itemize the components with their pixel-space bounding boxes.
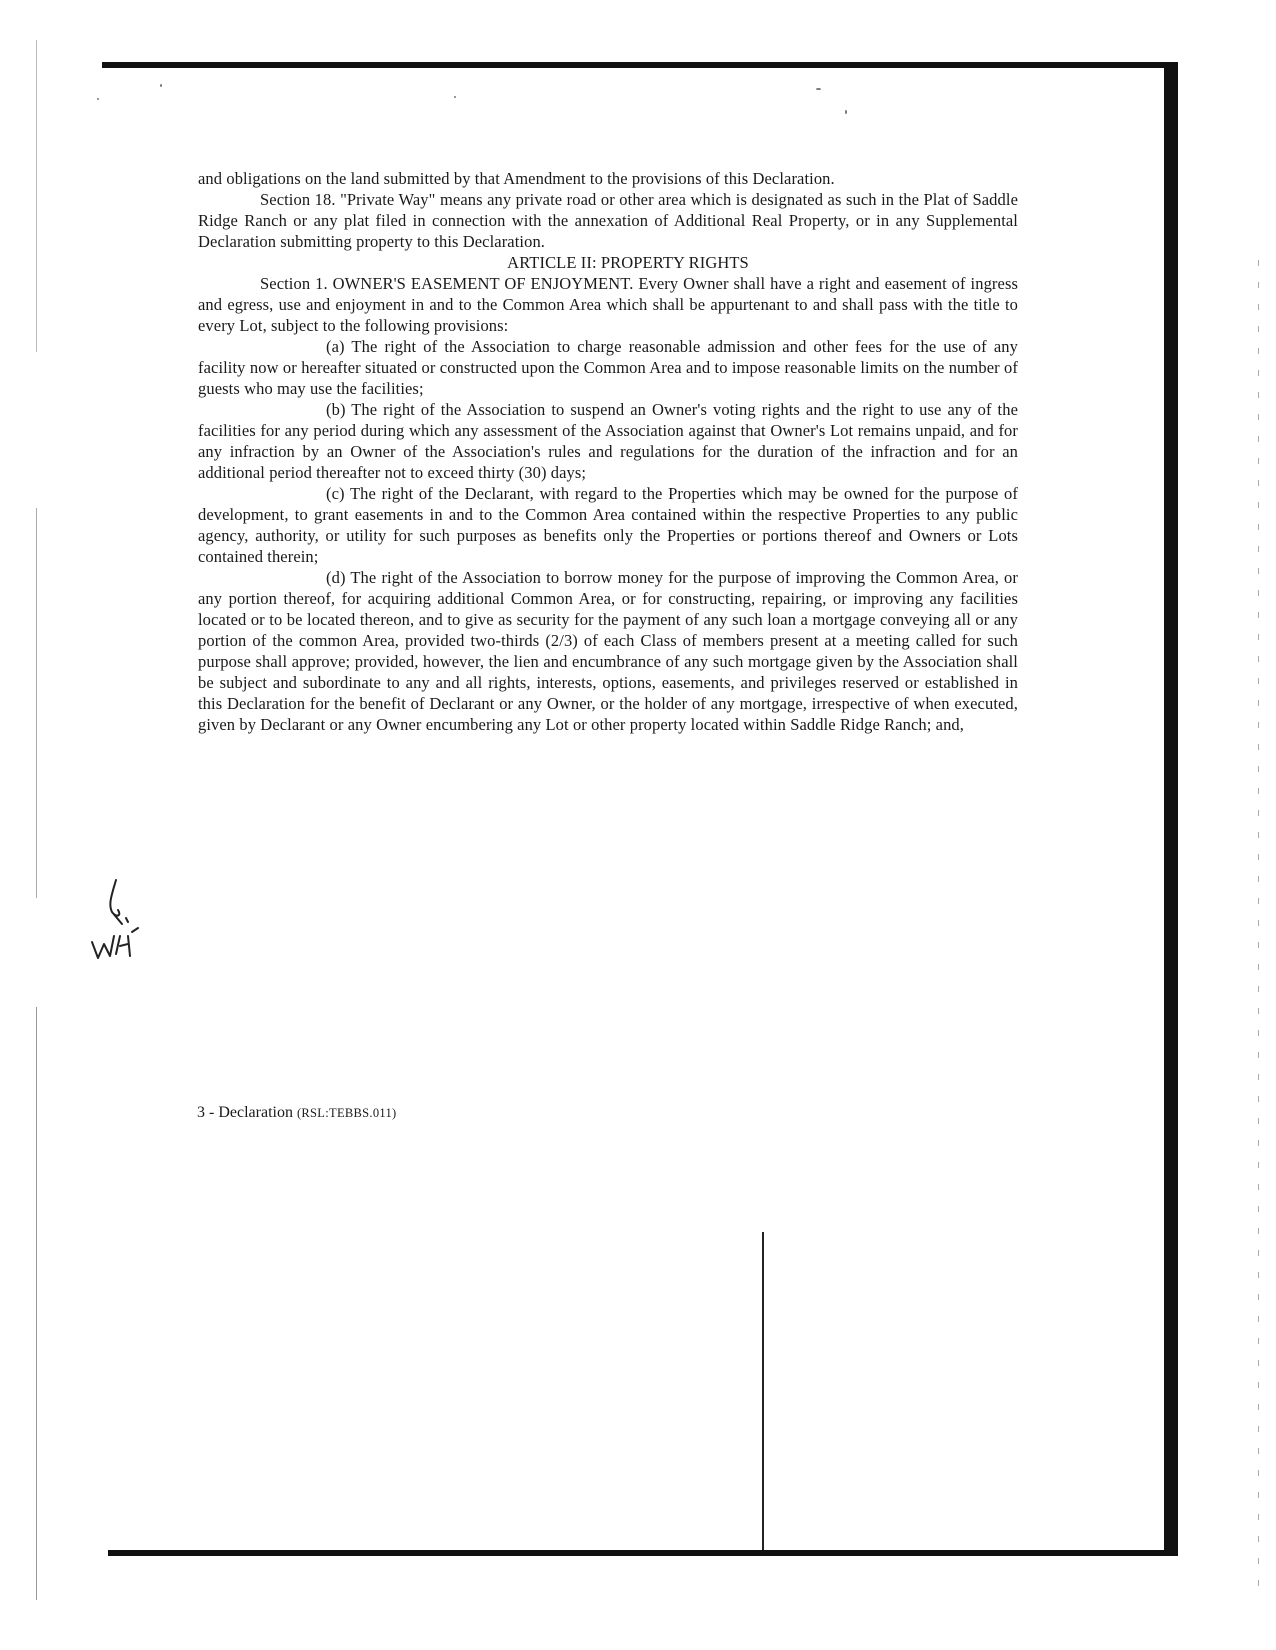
section-18-paragraph: Section 18. "Private Way" means any private road or other area which is designated as such in the Plat of Saddle Ridge Ranch or any plat filed in connection with the annexation of Additional Real Property, or in any Supplemental Declaration submitting property to this Declaration.: [198, 190, 1018, 251]
page-footer: [197, 1104, 397, 1122]
footer-reference: (RSL:TEBBS.011): [296, 1106, 397, 1120]
scan-border-right: [1164, 62, 1178, 1555]
scan-left-edge: [36, 40, 37, 1600]
scan-right-edge: [1258, 260, 1259, 1600]
scan-speck: [97, 98, 99, 100]
scan-speck: [816, 88, 821, 90]
document-body: [198, 168, 1018, 735]
scan-speck: [845, 110, 847, 114]
handwritten-arrow-stroke: [110, 880, 128, 924]
article-2-section-1-paragraph: Section 1. OWNER'S EASEMENT OF ENJOYMENT. Every Owner shall have a right and easement of ingress and egress, use and enjoyment in and to the Common Area which shall be appurtenant to and shall pass with the title to every Lot, subject to the following provisions:: [198, 274, 1018, 335]
continuation-paragraph: and obligations on the land submitted by that Amendment to the provisions of this Declaration.: [198, 169, 835, 188]
article-heading: ARTICLE II: PROPERTY RIGHTS: [507, 253, 749, 272]
handwritten-initials-mark: [82, 872, 172, 982]
scan-border-bottom: [108, 1550, 1178, 1556]
scan-speck: [454, 96, 456, 98]
provision-c-paragraph: (c) The right of the Declarant, with regard to the Properties which may be owned for the purpose of development, to grant easements in and to the Common Area contained within the respective Properties to any public agency, authority, or utility for such purposes as benefits only the Properties or portions thereof and Owners or Lots contained therein;: [198, 484, 1018, 566]
scan-divider-line: [762, 1232, 764, 1550]
scan-border-top: [102, 62, 1170, 68]
scan-speck: [160, 84, 162, 87]
provision-d-paragraph: (d) The right of the Association to borrow money for the purpose of improving the Common Area, or any portion thereof, for acquiring additional Common Area, or for constructing, repairing, or improving any facilities located or to be located thereon, and to give as security for the payment of any such loan a mortgage conveying all or any portion of the common Area, provided two-thirds (2/3) of each Class of members present at a meeting called for such purpose shall approve; provided, however, the lien and encumbrance of any such mortgage given by the Association shall be subject and subordinate to any and all rights, interests, options, easements, and privileges reserved or established in this Declaration for the benefit of Declarant or any Owner, or the holder of any mortgage, irrespective of when executed, given by Declarant or any Owner encumbering any Lot or other property located within Saddle Ridge Ranch; and,: [198, 568, 1018, 734]
footer-label: 3 - Declaration: [197, 1104, 293, 1121]
provision-a-paragraph: (a) The right of the Association to charge reasonable admission and other fees for the use of any facility now or hereafter situated or constructed upon the Common Area and to impose reasonable limits on the number of guests who may use the facilities;: [198, 337, 1018, 398]
handwritten-initials-stroke: [92, 928, 138, 958]
provision-b-paragraph: (b) The right of the Association to suspend an Owner's voting rights and the right to use any of the facilities for any period during which any assessment of the Association against that Owner's Lot remains unpaid, and for any infraction by an Owner of the Association's rules and regulations for the duration of the infraction and for an additional period thereafter not to exceed thirty (30) days;: [198, 400, 1018, 482]
